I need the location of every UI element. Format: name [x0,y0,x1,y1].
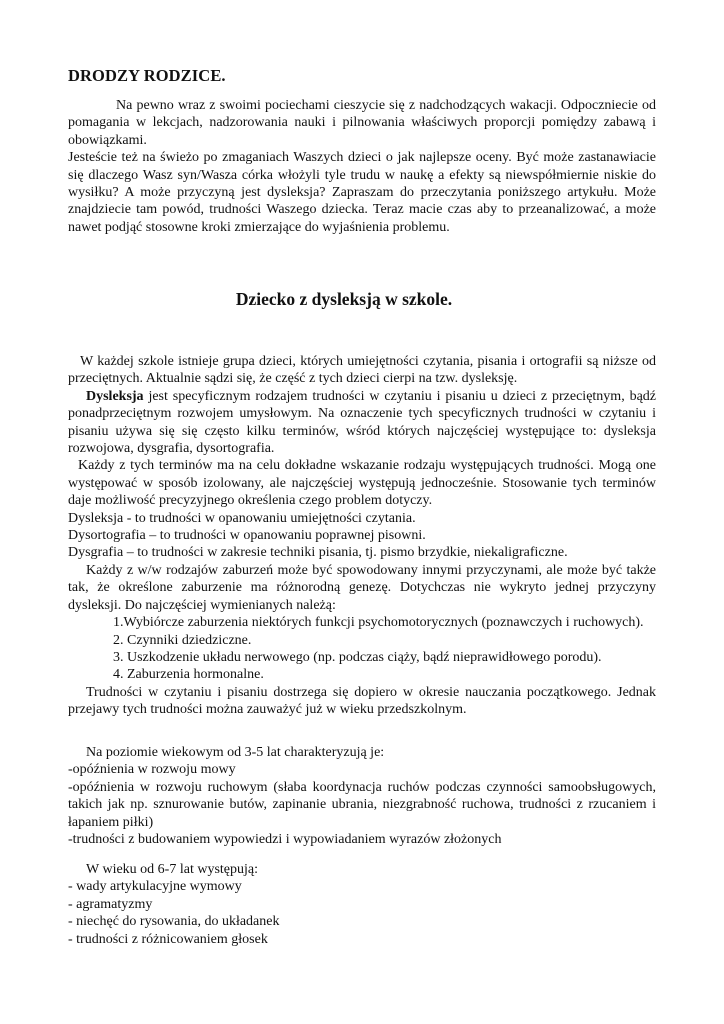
age-3-5-item: -opóźnienia w rozwoju mowy [68,762,236,778]
age-6-7-item: - wady artykulacyjne wymowy [68,879,242,895]
body-paragraph-4: Każdy z w/w rodzajów zaburzeń może być spowodowany innymi przyczynami, ale może być także tak, że określone zaburzenie ma różnorodną genezę. Dotychczas nie wykryto jednej przyczyny dysleksji. Do najczęściej wymienianych należą: [68,562,656,613]
cause-item: 2. Czynniki dziedziczne. [113,632,252,648]
age-3-5-section [68,744,656,848]
article-body [68,353,656,719]
body-paragraph-1: W każdej szkole istnieje grupa dzieci, których umiejętności czytania, pisania i ortografii są niższe od przeciętnych. Aktualnie sądzi się, że część z tych dzieci cierpi na tzw. dysleksję. [68,354,656,387]
intro-section [68,97,656,236]
body-paragraph-2 [68,388,656,458]
age-6-7-item: - niechęć do rysowania, do układanek [68,914,280,930]
age-6-7-item: - agramatyzmy [68,896,153,912]
body-paragraph-5: Trudności w czytaniu i pisaniu dostrzega się dopiero w okresie nauczania początkowego. Jednak przejawy tych trudności można zauważyć już w wieku przedszkolnym. [68,684,656,718]
intro-paragraph-1: Na pewno wraz z swoimi pociechami cieszycie się z nadchodzących wakacji. Odpoczniecie od pomagania w lekcjach, nadzorowania nauki i pilnowania właściwych proporcji pomiędzy zabawą i obowiązkami. [68,98,656,148]
age-3-5-item: -trudności z budowaniem wypowiedzi i wypowiadaniem wyrazów złożonych [68,832,502,848]
body-paragraph-2-text: jest specyficznym rodzajem trudności w czytaniu i pisaniu u dzieci z przeciętnym, bądź ponadprzeciętnym rozwojem umysłowym. Na oznaczenie tych specyficznych trudności w czytaniu i pisaniu używa się się często kilku terminów, wśród których najczęściej występujące to: dysleksja rozwojowa, dysgrafia, dysortografia. [68,388,656,457]
cause-item: 4. Zaburzenia hormonalne. [113,667,264,683]
age-3-5-intro: Na poziomie wiekowym od 3-5 lat charakteryzują je: [86,745,385,760]
dysleksja-term: Dysleksja [86,388,144,404]
cause-item: 3. Uszkodzenie układu nerwowego (np. podczas ciąży, bądź nieprawidłowego porodu). [113,649,602,665]
definition-dysleksja: Dysleksja - to trudności w opanowaniu umiejętności czytania. [68,510,416,526]
greeting-heading: DRODZY RODZICE. [68,66,226,85]
definition-dysortografia: Dysortografia – to trudności w opanowaniu poprawnej pisowni. [68,528,426,544]
cause-item: 1.Wybiórcze zaburzenia niektórych funkcji psychomotorycznych (poznawczych i ruchowych). [113,615,644,631]
article-title-text: Dziecko z dysleksją w szkole. [235,289,453,309]
age-6-7-section [68,861,656,948]
article-title [68,289,656,310]
age-3-5-item: -opóźnienia w rozwoju ruchowym (słaba koordynacja ruchów podczas czynności samoobsługowych, takich jak np. sznurowanie butów, zapinanie ubrania, niezgrabność ruchowa, trudności z rzucaniem i łapaniem piłki) [68,779,656,830]
body-paragraph-3: Każdy z tych terminów ma na celu dokładne wskazanie rodzaju występujących trudności. Mogą one występować w sposób izolowany, ale najczęściej występują jednocześnie. Stosowanie tych terminów daje możliwość precyzyjnego określenia czego problem dotyczy. [68,458,656,509]
age-6-7-intro: W wieku od 6-7 lat występują: [86,862,258,877]
definition-dysgrafia: Dysgrafia – to trudności w zakresie techniki pisania, tj. pismo brzydkie, niekaligraficzne. [68,545,568,561]
intro-paragraph-2: Jesteście też na świeżo po zmaganiach Waszych dzieci o jak najlepsze oceny. Być może zastanawiacie się dlaczego Wasz syn/Wasza córka włożyli tyle trudu w naukę a efekty są niewspółmiernie niskie do wysiłku? A może przyczyną jest dysleksja? Zapraszam do przeczytania poniższego artykułu. Może znajdziecie tam powód, trudności Waszego dziecka. Teraz macie czas aby to przeanalizować, a może nawet podjąć stosowne kroki zmierzające do wyjaśnienia problemu. [68,150,656,235]
causes-list [68,614,656,684]
age-6-7-item: - trudności z różnicowaniem głosek [68,931,268,947]
